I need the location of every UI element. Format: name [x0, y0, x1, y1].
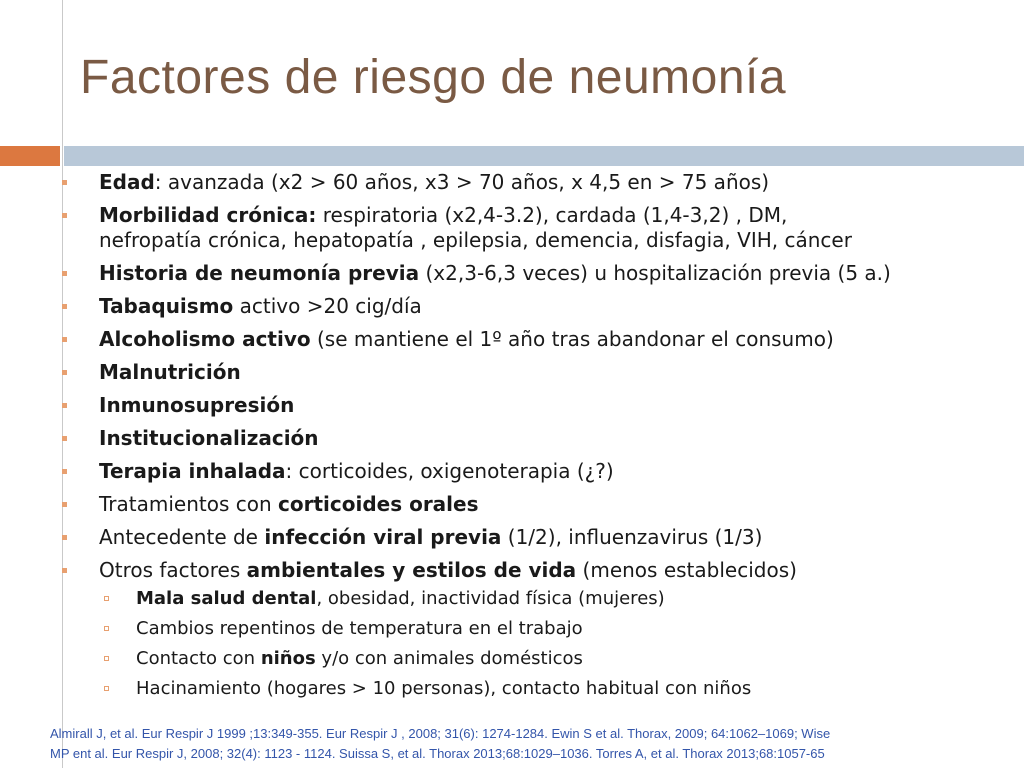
- item-bold: Historia de neumonía previa: [99, 261, 420, 285]
- list-item-malnutricion: [62, 360, 1012, 385]
- item-text: Otros factores: [99, 558, 247, 582]
- item-text: Antecedente de: [99, 525, 265, 549]
- item-text: : corticoides, oxigenoterapia (¿?): [285, 459, 614, 483]
- list-item-tabaquismo: [62, 294, 1012, 319]
- square-bullet-icon: [62, 213, 67, 218]
- item-bold: Edad: [99, 170, 155, 194]
- sub-item-temperatura: [62, 617, 1012, 641]
- list-item-antecedente: [62, 525, 1012, 550]
- square-bullet-icon: [62, 337, 67, 342]
- square-bullet-icon: [62, 535, 67, 540]
- square-bullet-icon: [62, 436, 67, 441]
- list-item-alcoholismo: [62, 327, 1012, 352]
- item-text: Tratamientos con: [99, 492, 278, 516]
- reference-line-1: Almirall J, et al. Eur Respir J 1999 ;13:349-355. Eur Respir J , 2008; 31(6): 1274-1284. Ewin S et al. Thorax, 2009; 64:1062–1069; Wise: [50, 726, 831, 741]
- square-bullet-icon: [62, 403, 67, 408]
- item-bold: Inmunosupresión: [99, 393, 295, 417]
- list-item-edad: [62, 170, 1012, 195]
- item-text: (menos establecidos): [576, 558, 797, 582]
- references: [50, 724, 1020, 764]
- item-text: , obesidad, inactividad física (mujeres): [316, 588, 665, 609]
- list-item-morbilidad: [62, 203, 1012, 253]
- item-bold: Malnutrición: [99, 360, 241, 384]
- hollow-square-bullet-icon: [104, 626, 109, 631]
- item-text: (se mantiene el 1º año tras abandonar el consumo): [310, 327, 834, 351]
- list-item-tratamientos: [62, 492, 1012, 517]
- item-bold: Morbilidad crónica:: [99, 203, 317, 227]
- item-text: y/o con animales domésticos: [315, 648, 583, 669]
- list-item-otros: [62, 558, 1012, 583]
- square-bullet-icon: [62, 180, 67, 185]
- item-text: Contacto con: [136, 648, 261, 669]
- sub-item-hacinamiento: [62, 677, 1012, 701]
- list-item-historia: [62, 261, 1012, 286]
- item-text: activo >20 cig/día: [233, 294, 422, 318]
- square-bullet-icon: [62, 304, 67, 309]
- hollow-square-bullet-icon: [104, 686, 109, 691]
- item-text: : avanzada (x2 > 60 años, x3 > 70 años, x 4,5 en > 75 años): [154, 170, 770, 194]
- item-text: Cambios repentinos de temperatura en el trabajo: [136, 618, 583, 639]
- square-bullet-icon: [62, 502, 67, 507]
- sub-item-contacto: [62, 647, 1012, 671]
- accent-band-blue: [64, 146, 1024, 166]
- list-item-inmunosupresion: [62, 393, 1012, 418]
- item-text-line2: nefropatía crónica, hepatopatía , epilepsia, demencia, disfagia, VIH, cáncer: [99, 228, 852, 252]
- square-bullet-icon: [62, 469, 67, 474]
- item-bold: Terapia inhalada: [99, 459, 286, 483]
- item-bold: infección viral previa: [264, 525, 502, 549]
- page-title: Factores de riesgo de neumonía: [80, 51, 787, 104]
- item-text: (x2,3-6,3 veces) u hospitalización previa (5 a.): [419, 261, 891, 285]
- item-bold: ambientales y estilos de vida: [246, 558, 577, 582]
- list-item-institucionalizacion: [62, 426, 1012, 451]
- square-bullet-icon: [62, 568, 67, 573]
- item-bold: Alcoholismo activo: [99, 327, 311, 351]
- item-bold: corticoides orales: [278, 492, 479, 516]
- hollow-square-bullet-icon: [104, 596, 109, 601]
- accent-band-orange: [0, 146, 60, 166]
- sub-item-salud-dental: [62, 587, 1012, 611]
- square-bullet-icon: [62, 370, 67, 375]
- item-bold: Institucionalización: [99, 426, 319, 450]
- square-bullet-icon: [62, 271, 67, 276]
- item-bold: niños: [260, 648, 316, 669]
- item-text: (1/2), influenzavirus (1/3): [501, 525, 763, 549]
- item-bold: Tabaquismo: [99, 294, 234, 318]
- list-item-terapia: [62, 459, 1012, 484]
- item-text: respiratoria (x2,4-3.2), cardada (1,4-3,2) , DM,: [316, 203, 788, 227]
- bullet-list: [62, 170, 1012, 707]
- hollow-square-bullet-icon: [104, 656, 109, 661]
- item-text: Hacinamiento (hogares > 10 personas), contacto habitual con niños: [136, 678, 752, 699]
- item-bold: Mala salud dental: [136, 588, 317, 609]
- reference-line-2: MP ent al. Eur Respir J, 2008; 32(4): 1123 - 1124. Suissa S, et al. Thorax 2013;68:1029–1036. Torres A, et al. Thorax 2013;68:1057-65: [50, 746, 825, 761]
